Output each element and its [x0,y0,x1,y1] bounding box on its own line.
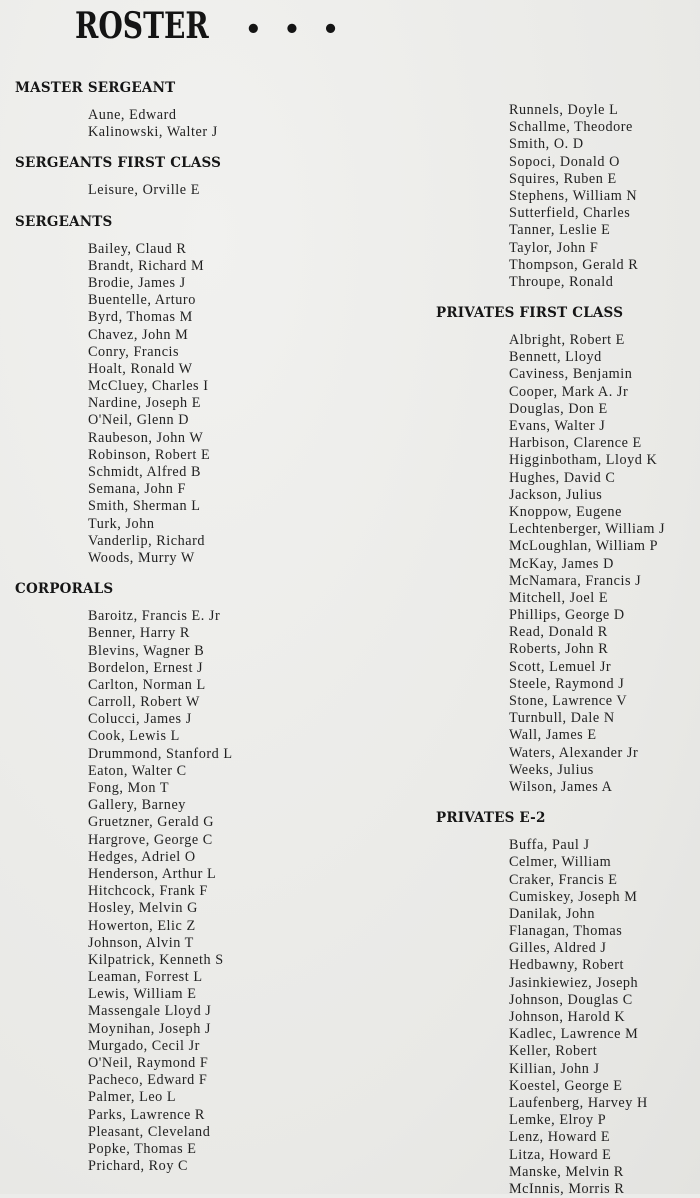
roster-name: Parks, Lawrence R [88,1106,205,1123]
section-heading: PRIVATES FIRST CLASS [436,305,624,322]
roster-name: Manske, Melvin R [509,1163,624,1180]
roster-name: Buffa, Paul J [509,837,590,854]
spacer [15,231,415,241]
roster-name: Stone, Lawrence V [509,693,628,709]
roster-name: Knoppow, Eugene [509,503,622,520]
roster-section [15,581,415,1175]
name-list [15,241,415,568]
roster-name: Leaman, Forrest L [88,969,203,986]
roster-name: Hoalt, Ronald W [88,360,193,377]
roster-name: Craker, Francis E [509,871,618,888]
roster-name: Kalinowski, Walter J [88,124,218,141]
right-column [436,102,700,1198]
roster-name: Steele, Raymond J [509,675,625,692]
roster-section [15,214,415,582]
roster-name: Hargrove, George C [88,831,213,848]
roster-name: Moynihan, Joseph J [88,1020,212,1037]
roster-name: Byrd, Thomas M [88,309,193,326]
roster-name: Wall, James E [509,727,597,744]
name-list [15,608,415,1175]
roster-name: Murgado, Cecil Jr [88,1037,200,1054]
roster-name: Bennett, Lloyd [509,349,602,366]
roster-section [15,155,415,213]
roster-name: Wilson, James A [509,778,613,795]
section-heading: PRIVATES E-2 [436,810,546,827]
name-list [436,837,700,1198]
name-list [15,107,415,141]
roster-name: Throupe, Ronald [509,273,614,290]
roster-name: Danilak, John [509,905,595,922]
spacer [15,200,415,214]
roster-name: Massengale Lloyd J [88,1003,212,1020]
page-title: ROSTER [75,5,209,47]
roster-name: Nardine, Joseph E [88,395,201,412]
roster-name: Taylor, John F [509,239,599,256]
roster-name: McCluey, Charles I [88,378,209,395]
roster-name: Kadlec, Lawrence M [509,1026,639,1043]
roster-name: McNamara, Francis J [509,572,642,589]
roster-name: Read, Donald R [509,624,608,641]
roster-name: Thompson, Gerald R [509,256,639,273]
roster-name: Schallme, Theodore [509,119,633,136]
roster-section [436,102,700,305]
roster-name: Bailey, Claud R [88,240,187,257]
roster-name: Cook, Lewis L [88,728,180,745]
roster-name: Jackson, Julius [509,486,603,503]
roster-name: Hughes, David C [509,469,616,486]
roster-name: Baroitz, Francis E. Jr [88,608,221,625]
section-heading: MASTER SERGEANT [15,80,176,96]
roster-name: Carlton, Norman L [88,676,206,693]
roster-name: Blevins, Wagner B [88,642,205,659]
roster-name: Lechtenberger, William J [509,521,666,538]
roster-name: Schmidt, Alfred B [88,464,201,480]
spacer [436,322,700,332]
spacer [436,291,700,305]
roster-name: Stephens, William N [509,187,638,204]
roster-name: Fong, Mon T [88,780,170,796]
spacer [15,567,415,581]
roster-name: Lemke, Elroy P [509,1112,607,1129]
roster-name: Johnson, Alvin T [88,934,194,951]
roster-name: Gallery, Barney [88,797,186,814]
roster-name: Phillips, George D [509,607,625,624]
roster-name: Hosley, Melvin G [88,900,198,917]
roster-name: McInnis, Morris R [509,1180,625,1197]
roster-name: Cumiskey, Joseph M [509,888,638,905]
roster-name: Roberts, John R [509,641,609,658]
roster-name: Harbison, Clarence E [509,435,642,452]
roster-section [436,305,700,810]
section-heading: CORPORALS [15,581,114,598]
roster-name: Palmer, Leo L [88,1089,177,1106]
roster-name: Colucci, James J [88,711,192,728]
roster-name: Drummond, Stanford L [88,745,233,762]
spacer [15,97,415,107]
roster-name: Evans, Walter J [509,418,606,434]
roster-name: Albright, Robert E [509,332,625,349]
roster-name: Aune, Edward [88,107,177,123]
roster-name: Hedbawny, Robert [509,957,625,974]
roster-name: Johnson, Douglas C [509,991,633,1008]
roster-name: Henderson, Arthur L [88,865,217,882]
roster-name: Raubeson, John W [88,429,204,446]
roster-name: Semana, John F [88,481,186,498]
roster-name: Douglas, Don E [509,400,608,417]
spacer [436,827,700,837]
roster-name: Koestel, George E [509,1077,623,1094]
name-list [436,332,700,796]
roster-name: Laufenberg, Harvey H [509,1094,648,1111]
spacer [15,172,415,182]
left-column [15,80,415,1175]
roster-name: Weeks, Julius [509,761,594,778]
roster-name: Pacheco, Edward F [88,1072,208,1089]
roster-name: Carroll, Robert W [88,694,200,711]
roster-name: Kilpatrick, Kenneth S [88,951,224,968]
roster-name: Benner, Harry R [88,625,190,642]
roster-name: Smith, O. D [509,136,584,153]
roster-name: Mitchell, Joel E [509,589,609,606]
roster-name: Turk, John [88,515,155,532]
roster-name: Gruetzner, Gerald G [88,814,215,831]
roster-name: Flanagan, Thomas [509,923,623,940]
roster-name: Celmer, William [509,854,612,871]
roster-name: Robinson, Robert E [88,446,211,463]
roster-name: Turnbull, Dale N [509,710,615,727]
roster-name: Gilles, Aldred J [509,940,607,957]
roster-name: Smith, Sherman L [88,498,201,515]
roster-name: Johnson, Harold K [509,1009,626,1025]
roster-name: Brodie, James J [88,274,186,291]
roster-name: Killian, John J [509,1060,600,1077]
roster-name: Vanderlip, Richard [88,532,206,549]
roster-name: McKay, James D [509,555,614,572]
roster-name: Popke, Thomas E [88,1140,197,1157]
roster-name: Scott, Lemuel Jr [509,658,612,675]
roster-name: Chavez, John M [88,326,189,343]
roster-name: Eaton, Walter C [88,762,187,779]
roster-name: Howerton, Elic Z [88,917,196,934]
roster-name: Hitchcock, Frank F [88,883,208,900]
roster-name: Litza, Howard E [509,1146,612,1163]
roster-name: Caviness, Benjamin [509,366,633,383]
roster-name: Lenz, Howard E [509,1129,611,1146]
roster-name: Brandt, Richard M [88,257,205,274]
roster-section [436,810,700,1198]
roster-name: Jasinkiewiez, Joseph [509,974,639,991]
roster-name: Lewis, William E [88,986,197,1003]
roster-name: Hedges, Adriel O [88,848,196,865]
roster-name: Runnels, Doyle L [509,102,619,118]
section-heading: SERGEANTS FIRST CLASS [15,155,222,172]
roster-name: Tanner, Leslie E [509,222,611,239]
spacer [15,141,415,155]
roster-name: Cooper, Mark A. Jr [509,383,629,400]
roster-name: Bordelon, Ernest J [88,659,204,676]
roster-name: Keller, Robert [509,1043,598,1060]
roster-name: McLoughlan, William P [509,538,659,555]
roster-name: Conry, Francis [88,343,180,360]
roster-name: Waters, Alexander Jr [509,744,639,761]
roster-name: Squires, Ruben E [509,170,617,187]
title-ellipsis: ••• [245,15,361,45]
section-heading: SERGEANTS [15,213,113,230]
roster-name: O'Neil, Raymond F [88,1055,209,1071]
roster-section [15,80,415,155]
roster-name: Higginbotham, Lloyd K [509,452,658,469]
name-list [15,182,415,199]
roster-name: Leisure, Orville E [88,182,200,199]
roster-name: Woods, Murry W [88,549,195,566]
roster-name: O'Neil, Glenn D [88,412,190,429]
roster-name: Pleasant, Cleveland [88,1123,211,1140]
roster-name: Buentelle, Arturo [88,292,196,309]
roster-name: Sutterfield, Charles [509,205,631,222]
roster-name: Prichard, Roy C [88,1158,189,1175]
spacer [15,598,415,608]
spacer [436,796,700,810]
name-list [436,102,700,291]
roster-name: Sopoci, Donald O [509,153,620,170]
